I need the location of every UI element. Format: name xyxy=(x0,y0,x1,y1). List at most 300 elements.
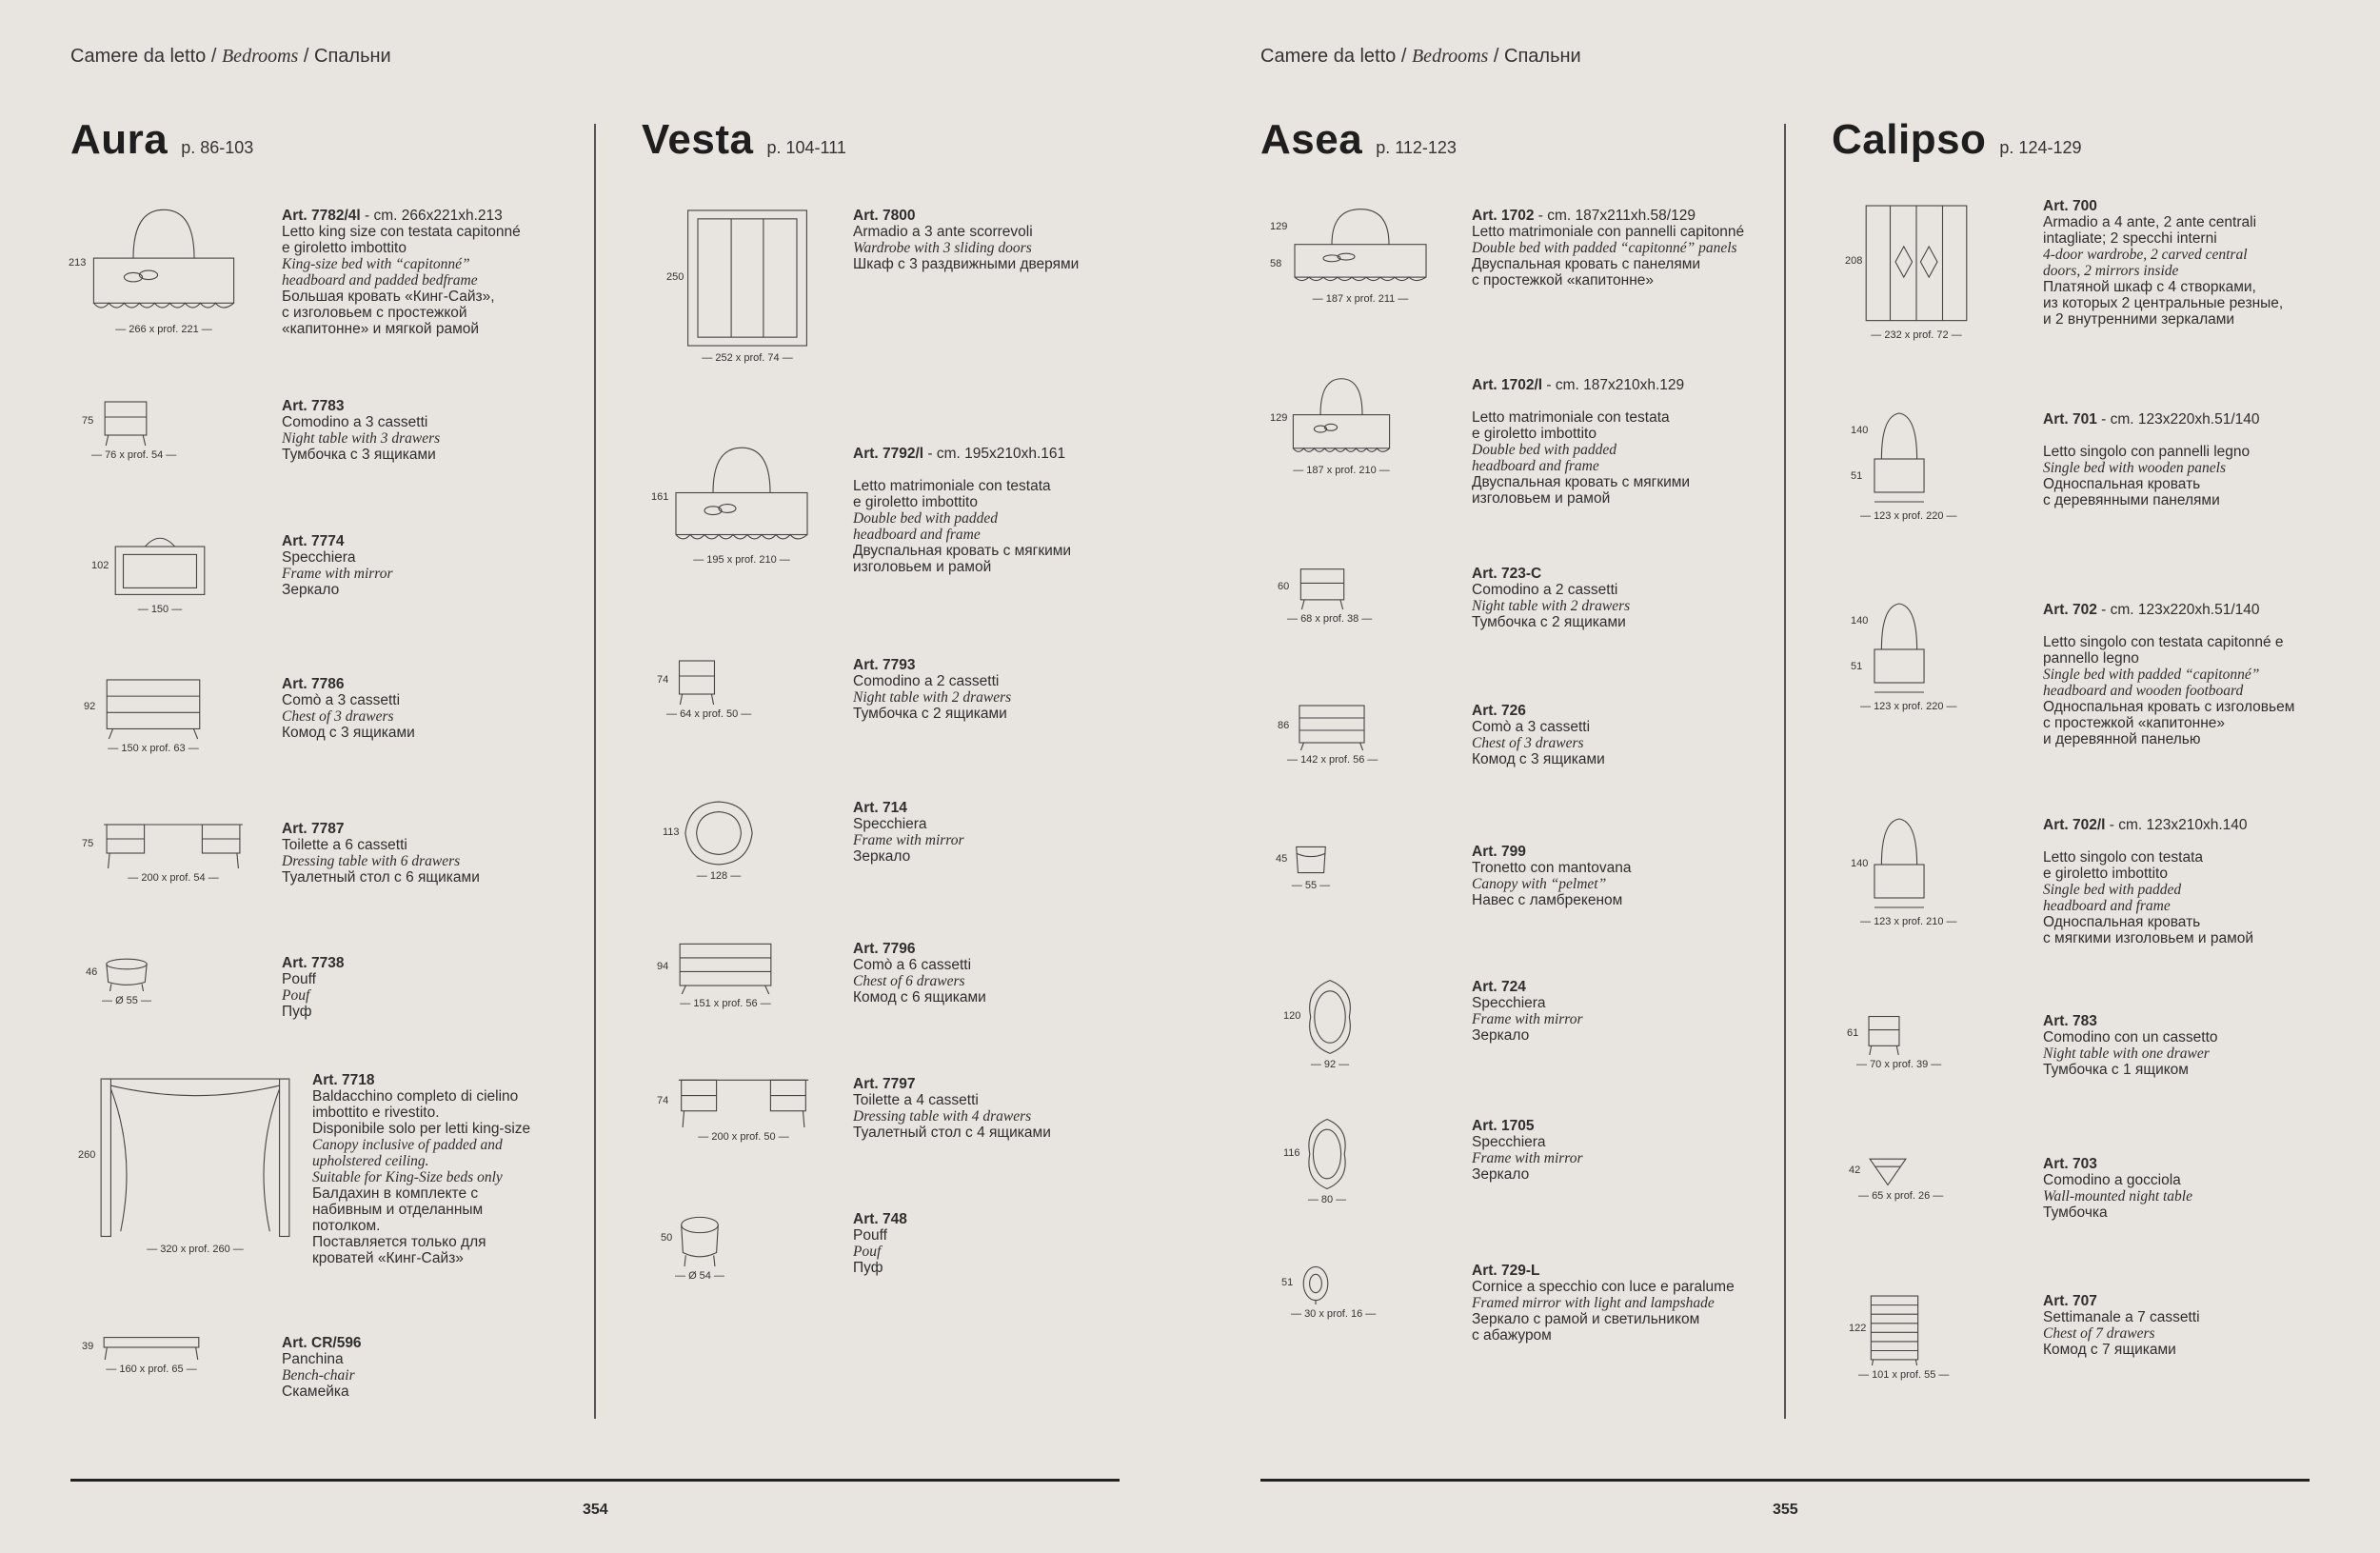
russian-text: с абажуром xyxy=(1472,1327,1552,1344)
english-text: Dressing table with 4 drawers xyxy=(853,1108,1032,1125)
italian-text: Specchiera xyxy=(282,549,356,566)
italian-text: Letto singolo con pannelli legno xyxy=(2043,444,2251,460)
width-dimension: — 320 x prof. 260 — xyxy=(147,1244,244,1255)
italian-text: Armadio a 4 ante, 2 ante centrali xyxy=(2043,214,2257,230)
width-dimension: — 76 x prof. 54 — xyxy=(91,449,177,461)
height-dimension: 140 xyxy=(1851,858,1869,869)
russian-text: Двуспальная кровать с мягкими xyxy=(853,543,1072,559)
italian-text: Toilette a 6 cassetti xyxy=(282,837,407,853)
width-dimension: — 123 x prof. 210 — xyxy=(1860,916,1957,927)
russian-text: с изголовьем с простежкой xyxy=(282,305,467,321)
italian-text: Specchiera xyxy=(1472,1134,1546,1150)
furniture-drawing-icon xyxy=(103,676,204,744)
italian-text: Letto matrimoniale con testata xyxy=(1472,409,1670,426)
furniture-drawing-icon xyxy=(1289,208,1432,294)
item-article-line xyxy=(853,208,1139,224)
item-description xyxy=(282,208,567,337)
furniture-drawing-icon xyxy=(110,533,209,605)
item-article-line xyxy=(282,821,567,837)
italian-text: Specchiera xyxy=(1472,995,1546,1011)
italian-text: Cornice a specchio con luce e paralume xyxy=(1472,1279,1735,1295)
item-article-line xyxy=(282,676,567,692)
width-dimension: — 187 x prof. 211 — xyxy=(1312,293,1409,305)
width-dimension: — 232 x prof. 72 — xyxy=(1871,329,1962,341)
italian-text xyxy=(2043,833,2329,849)
article-number: Art. 723-C xyxy=(1472,566,1542,582)
furniture-drawing-icon xyxy=(1302,1118,1352,1195)
article-number: Art. 7786 xyxy=(282,676,345,692)
russian-text: Шкаф с 3 раздвижными дверями xyxy=(853,256,1080,272)
collection-title xyxy=(642,116,846,164)
height-dimension: 60 xyxy=(1278,581,1290,592)
item-description xyxy=(853,208,1139,272)
furniture-drawing-icon xyxy=(1868,1293,1921,1370)
english-text: Wall-mounted night table xyxy=(2043,1188,2192,1205)
russian-text: Пуф xyxy=(282,1004,312,1020)
item-article-line xyxy=(1472,566,1757,582)
item-description xyxy=(853,1211,1139,1276)
height-dimension: 86 xyxy=(1278,720,1290,731)
russian-text: Тумбочка с 3 ящиками xyxy=(282,447,436,463)
item-description xyxy=(2043,817,2329,946)
italian-text: e giroletto imbottito xyxy=(853,494,978,510)
english-text: Canopy with “pelmet” xyxy=(1472,876,1607,892)
article-number: Art. 1702 xyxy=(1472,208,1535,224)
item-article-line xyxy=(2043,602,2329,618)
height-dimension: 140 xyxy=(1851,615,1869,627)
italian-text: Pouff xyxy=(853,1227,887,1244)
english-text: Dressing table with 6 drawers xyxy=(282,853,461,869)
english-text: Double bed with padded xyxy=(1472,442,1616,458)
english-text: Frame with mirror xyxy=(853,832,964,848)
article-number: Art. 729-L xyxy=(1472,1263,1540,1279)
article-number: Art. 7774 xyxy=(282,533,345,549)
russian-text: и 2 внутренними зеркалами xyxy=(2043,311,2235,328)
article-number: Art. CR/596 xyxy=(282,1335,362,1351)
item-article-line xyxy=(2043,817,2329,833)
english-text: Wardrobe with 3 sliding doors xyxy=(853,240,1032,256)
article-number: Art. 700 xyxy=(2043,198,2097,214)
item-article-line xyxy=(2043,1293,2329,1309)
item-description xyxy=(2043,602,2329,747)
item-description xyxy=(1472,979,1757,1044)
russian-text: с простежкой «капитонне» xyxy=(1472,272,1655,289)
width-dimension: — 101 x prof. 55 — xyxy=(1858,1369,1950,1381)
russian-text: Комод с 3 ящиками xyxy=(1472,751,1605,767)
height-dimension: 42 xyxy=(1849,1165,1861,1176)
russian-text: Скамейка xyxy=(282,1384,349,1400)
italian-text: e giroletto imbottito xyxy=(1472,426,1597,442)
page-number: 354 xyxy=(583,1502,608,1518)
item-article-line xyxy=(312,1072,598,1088)
english-text: Chest of 3 drawers xyxy=(1472,735,1584,751)
collection-name: Aura xyxy=(70,116,169,163)
collection-title xyxy=(1832,116,2082,164)
furniture-drawing-icon xyxy=(1868,1156,1908,1191)
item-description xyxy=(853,941,1139,1005)
height-dimension: 113 xyxy=(663,826,680,838)
article-number: Art. 724 xyxy=(1472,979,1526,995)
article-number: Art. 7792/l xyxy=(853,446,924,462)
item-article-line xyxy=(1472,979,1757,995)
article-number: Art. 726 xyxy=(1472,703,1526,719)
furniture-drawing-icon xyxy=(1870,411,1929,511)
english-text: upholstered ceiling. xyxy=(312,1153,429,1169)
english-text: Single bed with wooden panels xyxy=(2043,460,2227,476)
bottom-rule xyxy=(70,1479,1120,1482)
item-article-line xyxy=(2043,1013,2329,1029)
width-dimension: — 128 — xyxy=(696,870,742,882)
width-dimension: — 70 x prof. 39 — xyxy=(1856,1059,1942,1070)
furniture-drawing-icon xyxy=(1295,844,1327,881)
russian-text: Поставляется только для xyxy=(312,1234,486,1250)
item-article-line xyxy=(2043,1156,2329,1172)
italian-text: Pouff xyxy=(282,971,316,987)
item-description xyxy=(282,955,567,1020)
article-number: Art. 7782/4l xyxy=(282,208,361,224)
item-description xyxy=(1472,1118,1757,1183)
furniture-drawing-icon xyxy=(101,1335,202,1364)
width-dimension: — 187 x prof. 210 — xyxy=(1293,465,1390,476)
english-text: Night table with 2 drawers xyxy=(1472,598,1631,614)
width-dimension: — 195 x prof. 210 — xyxy=(693,554,790,566)
english-text: 4-door wardrobe, 2 carved central xyxy=(2043,247,2248,263)
english-text: Night table with 3 drawers xyxy=(282,430,441,447)
collection-pages: p. 104-111 xyxy=(766,138,846,157)
russian-text: набивным и отделанным xyxy=(312,1202,484,1218)
furniture-drawing-icon xyxy=(1866,1013,1902,1060)
item-article-line xyxy=(282,955,567,971)
russian-text: Тумбочка с 1 ящиком xyxy=(2043,1062,2189,1078)
article-dimensions: - cm. 123x220xh.51/140 xyxy=(2096,602,2260,618)
english-text: headboard and frame xyxy=(1472,458,1599,474)
article-number: Art. 7800 xyxy=(853,208,916,224)
item-description xyxy=(853,446,1139,575)
english-text: doors, 2 mirrors inside xyxy=(2043,263,2179,279)
item-description xyxy=(2043,411,2329,508)
height-dimension-secondary: 58 xyxy=(1270,258,1282,270)
article-number: Art. 799 xyxy=(1472,844,1526,860)
english-text: Bench-chair xyxy=(282,1367,355,1384)
item-description xyxy=(1472,844,1757,908)
italian-text: Armadio a 3 ante scorrevoli xyxy=(853,224,1033,240)
russian-text: и деревянной панелью xyxy=(2043,731,2201,747)
width-dimension: — 80 — xyxy=(1307,1194,1347,1205)
italian-text: Settimanale a 7 cassetti xyxy=(2043,1309,2200,1325)
item-article-line xyxy=(853,1076,1139,1092)
italian-text: Specchiera xyxy=(853,816,927,832)
furniture-drawing-icon xyxy=(1289,377,1394,466)
english-text: Double bed with padded “capitonné” panels xyxy=(1472,240,1737,256)
width-dimension: — 200 x prof. 50 — xyxy=(698,1131,789,1143)
height-dimension: 102 xyxy=(91,560,109,571)
width-dimension: — 30 x prof. 16 — xyxy=(1291,1308,1377,1320)
height-dimension: 74 xyxy=(657,674,669,686)
article-number: Art. 707 xyxy=(2043,1293,2097,1309)
height-dimension: 260 xyxy=(78,1149,96,1161)
russian-text: Тумбочка с 2 ящиками xyxy=(1472,614,1626,630)
width-dimension: — 160 x prof. 65 — xyxy=(106,1364,197,1375)
english-text: Suitable for King-Size beds only xyxy=(312,1169,503,1185)
article-number: Art. 748 xyxy=(853,1211,907,1227)
russian-text: с деревянными панелями xyxy=(2043,492,2220,508)
collection-name: Asea xyxy=(1260,116,1363,163)
height-dimension: 39 xyxy=(82,1341,94,1352)
english-text: Frame with mirror xyxy=(1472,1011,1583,1027)
height-dimension: 129 xyxy=(1270,221,1288,232)
russian-text: с простежкой «капитонне» xyxy=(2043,715,2226,731)
item-description xyxy=(282,1335,567,1400)
italian-text: Toilette a 4 cassetti xyxy=(853,1092,979,1108)
italian-text xyxy=(853,462,1139,478)
russian-text: Зеркало xyxy=(282,582,340,598)
russian-text: Зеркало xyxy=(1472,1166,1530,1183)
furniture-drawing-icon xyxy=(88,208,240,325)
english-text: Single bed with padded xyxy=(2043,882,2182,898)
italian-text xyxy=(2043,428,2329,444)
furniture-drawing-icon xyxy=(676,657,718,709)
collection-name: Vesta xyxy=(642,116,754,163)
article-dimensions: - cm. 187x210xh.129 xyxy=(1542,377,1685,393)
furniture-drawing-icon xyxy=(676,1076,811,1132)
russian-text: Платяной шкаф с 4 створками, xyxy=(2043,279,2256,295)
russian-text: Навес с ламбрекеном xyxy=(1472,892,1623,908)
article-number: Art. 7796 xyxy=(853,941,916,957)
english-text: headboard and frame xyxy=(853,527,981,543)
italian-text: Panchina xyxy=(282,1351,344,1367)
italian-text: e giroletto imbottito xyxy=(282,240,407,256)
height-dimension: 120 xyxy=(1283,1010,1301,1022)
article-number: Art. 702 xyxy=(2043,602,2097,618)
article-dimensions: - cm. 266x221xh.213 xyxy=(360,208,503,224)
item-article-line xyxy=(282,398,567,414)
english-text: Chest of 6 drawers xyxy=(853,973,965,989)
furniture-drawing-icon xyxy=(680,1211,720,1271)
italian-text: Letto singolo con testata capitonné e xyxy=(2043,634,2284,650)
item-article-line xyxy=(2043,198,2329,214)
width-dimension: — 64 x prof. 50 — xyxy=(666,708,752,720)
article-number: Art. 7787 xyxy=(282,821,345,837)
item-description xyxy=(2043,1293,2329,1358)
italian-text: Comodino a gocciola xyxy=(2043,1172,2181,1188)
italian-text: Comodino con un cassetto xyxy=(2043,1029,2218,1045)
width-dimension: — Ø 55 — xyxy=(102,995,151,1006)
height-dimension: 250 xyxy=(666,271,684,283)
russian-text: Зеркало xyxy=(1472,1027,1530,1044)
english-text: Pouf xyxy=(853,1244,882,1260)
russian-text: Комод с 3 ящиками xyxy=(282,725,415,741)
page-number: 355 xyxy=(1773,1502,1798,1518)
collection-pages: p. 112-123 xyxy=(1376,138,1457,157)
item-article-line xyxy=(853,1211,1139,1227)
height-dimension: 122 xyxy=(1849,1323,1867,1334)
russian-text: потолком. xyxy=(312,1218,381,1234)
furniture-drawing-icon xyxy=(1297,566,1348,614)
height-dimension: 51 xyxy=(1281,1277,1294,1288)
italian-text: Letto matrimoniale con testata xyxy=(853,478,1051,494)
italian-text: Comodino a 2 cassetti xyxy=(1472,582,1618,598)
item-article-line xyxy=(2043,411,2329,428)
article-dimensions: - cm. 195x210xh.161 xyxy=(923,446,1066,462)
collection-title xyxy=(70,116,253,164)
width-dimension: — 55 — xyxy=(1291,880,1331,891)
furniture-drawing-icon xyxy=(1300,1263,1331,1309)
italian-text: Letto king size con testata capitonné xyxy=(282,224,521,240)
italian-text: Comodino a 2 cassetti xyxy=(853,673,1000,689)
item-description xyxy=(282,398,567,463)
english-text: Frame with mirror xyxy=(1472,1150,1583,1166)
russian-text: Односпальная кровать xyxy=(2043,914,2201,930)
english-text: Canopy inclusive of padded and xyxy=(312,1137,503,1153)
width-dimension: — 68 x prof. 38 — xyxy=(1287,613,1373,625)
english-text: Frame with mirror xyxy=(282,566,393,582)
furniture-drawing-icon xyxy=(1870,817,1929,917)
item-description xyxy=(282,533,567,598)
height-dimension: 61 xyxy=(1847,1027,1859,1039)
item-description xyxy=(2043,198,2329,328)
furniture-drawing-icon xyxy=(685,208,809,353)
russian-text: изголовьем и рамой xyxy=(1472,490,1611,507)
russian-text: изголовьем и рамой xyxy=(853,559,992,575)
height-dimension: 161 xyxy=(651,491,669,503)
article-dimensions: - cm. 187x211xh.58/129 xyxy=(1534,208,1696,224)
furniture-drawing-icon xyxy=(1297,703,1367,755)
russian-text: Односпальная кровать с изголовьем xyxy=(2043,699,2295,715)
italian-text: Comodino a 3 cassetti xyxy=(282,414,428,430)
page-header: Camere da letto / Bedrooms / Спальни xyxy=(70,46,391,67)
width-dimension: — 200 x prof. 54 — xyxy=(128,872,219,884)
english-text: Chest of 3 drawers xyxy=(282,708,394,725)
english-text: Night table with 2 drawers xyxy=(853,689,1012,706)
furniture-drawing-icon xyxy=(670,446,813,555)
item-article-line xyxy=(853,446,1139,462)
item-article-line xyxy=(853,800,1139,816)
height-dimension-secondary: 51 xyxy=(1851,470,1863,482)
article-number: Art. 7718 xyxy=(312,1072,375,1088)
italian-text xyxy=(2043,618,2329,634)
italian-text: pannello legno xyxy=(2043,650,2139,667)
russian-text: Пуф xyxy=(853,1260,883,1276)
item-description xyxy=(1472,377,1757,507)
item-description xyxy=(282,676,567,741)
item-article-line xyxy=(1472,377,1757,393)
width-dimension: — 151 x prof. 56 — xyxy=(680,998,771,1009)
russian-text: с мягкими изголовьем и рамой xyxy=(2043,930,2254,946)
height-dimension: 75 xyxy=(82,415,94,427)
russian-text: Двуспальная кровать с панелями xyxy=(1472,256,1701,272)
italian-text xyxy=(1472,393,1757,409)
width-dimension: — 92 — xyxy=(1310,1059,1350,1070)
width-dimension: — Ø 54 — xyxy=(675,1270,724,1282)
collection-pages: p. 86-103 xyxy=(181,138,254,157)
furniture-drawing-icon xyxy=(97,1072,293,1244)
article-dimensions: - cm. 123x220xh.51/140 xyxy=(2096,411,2260,428)
item-article-line xyxy=(1472,1263,1757,1279)
width-dimension: — 150 x prof. 63 — xyxy=(108,743,199,754)
item-article-line xyxy=(282,1335,567,1351)
italian-text: Baldacchino completo di cielino xyxy=(312,1088,519,1105)
russian-text: из которых 2 центральные резные, xyxy=(2043,295,2284,311)
article-number: Art. 7793 xyxy=(853,657,916,673)
russian-text: Зеркало с рамой и светильником xyxy=(1472,1311,1700,1327)
height-dimension: 213 xyxy=(69,257,87,269)
english-text: Pouf xyxy=(282,987,310,1004)
russian-text: Туалетный стол с 6 ящиками xyxy=(282,869,480,886)
furniture-drawing-icon xyxy=(676,941,775,999)
russian-text: кроватей «Кинг-Сайз» xyxy=(312,1250,464,1266)
italian-text: Tronetto con mantovana xyxy=(1472,860,1632,876)
russian-text: Комод с 7 ящиками xyxy=(2043,1342,2176,1358)
furniture-drawing-icon xyxy=(101,821,246,873)
italian-text: Letto matrimoniale con pannelli capitonné xyxy=(1472,224,1745,240)
item-description xyxy=(312,1072,598,1266)
height-dimension: 140 xyxy=(1851,425,1869,436)
article-number: Art. 714 xyxy=(853,800,907,816)
item-article-line xyxy=(853,941,1139,957)
item-description xyxy=(2043,1156,2329,1221)
furniture-drawing-icon xyxy=(1864,198,1969,330)
english-text: Framed mirror with light and lampshade xyxy=(1472,1295,1715,1311)
height-dimension: 116 xyxy=(1283,1147,1300,1159)
item-article-line xyxy=(1472,703,1757,719)
article-number: Art. 1705 xyxy=(1472,1118,1535,1134)
article-number: Art. 702/l xyxy=(2043,817,2106,833)
width-dimension: — 123 x prof. 220 — xyxy=(1860,701,1957,712)
right-page xyxy=(1190,0,2380,1553)
furniture-drawing-icon xyxy=(1870,602,1929,702)
italian-text: Comò a 3 cassetti xyxy=(282,692,401,708)
bottom-rule xyxy=(1260,1479,2310,1482)
russian-text: Двуспальная кровать с мягкими xyxy=(1472,474,1691,490)
english-text: King-size bed with “capitonné” xyxy=(282,256,470,272)
width-dimension: — 252 x prof. 74 — xyxy=(702,352,793,364)
russian-text: Односпальная кровать xyxy=(2043,476,2201,492)
english-text: headboard and frame xyxy=(2043,898,2171,914)
height-dimension: 208 xyxy=(1845,255,1863,267)
russian-text: Большая кровать «Кинг-Сайз», xyxy=(282,289,495,305)
english-text: Single bed with padded “capitonné” xyxy=(2043,667,2260,683)
item-description xyxy=(853,1076,1139,1141)
russian-text: Балдахин в комплекте с xyxy=(312,1185,479,1202)
russian-text: Туалетный стол с 4 ящиками xyxy=(853,1125,1051,1141)
page-header: Camere da letto / Bedrooms / Спальни xyxy=(1260,46,1581,67)
height-dimension: 129 xyxy=(1270,412,1288,424)
furniture-drawing-icon xyxy=(1302,979,1358,1060)
russian-text: Комод с 6 ящиками xyxy=(853,989,986,1005)
article-dimensions: - cm. 123x210xh.140 xyxy=(2105,817,2248,833)
height-dimension: 46 xyxy=(86,966,98,978)
height-dimension: 92 xyxy=(84,701,96,712)
height-dimension: 50 xyxy=(661,1232,673,1244)
article-number: Art. 701 xyxy=(2043,411,2097,428)
italian-text: Comò a 3 cassetti xyxy=(1472,719,1591,735)
width-dimension: — 150 — xyxy=(137,604,183,615)
item-description xyxy=(853,657,1139,722)
width-dimension: — 123 x prof. 220 — xyxy=(1860,510,1957,522)
column-divider xyxy=(1784,124,1786,1419)
italian-text: imbottito e rivestito. xyxy=(312,1105,440,1121)
russian-text: Зеркало xyxy=(853,848,911,865)
item-article-line xyxy=(853,657,1139,673)
collection-name: Calipso xyxy=(1832,116,1987,163)
width-dimension: — 142 x prof. 56 — xyxy=(1287,754,1378,766)
furniture-drawing-icon xyxy=(682,800,756,871)
item-article-line xyxy=(282,208,567,224)
italian-text: e giroletto imbottito xyxy=(2043,866,2168,882)
article-number: Art. 703 xyxy=(2043,1156,2097,1172)
height-dimension: 94 xyxy=(657,961,669,972)
furniture-drawing-icon xyxy=(101,398,150,450)
